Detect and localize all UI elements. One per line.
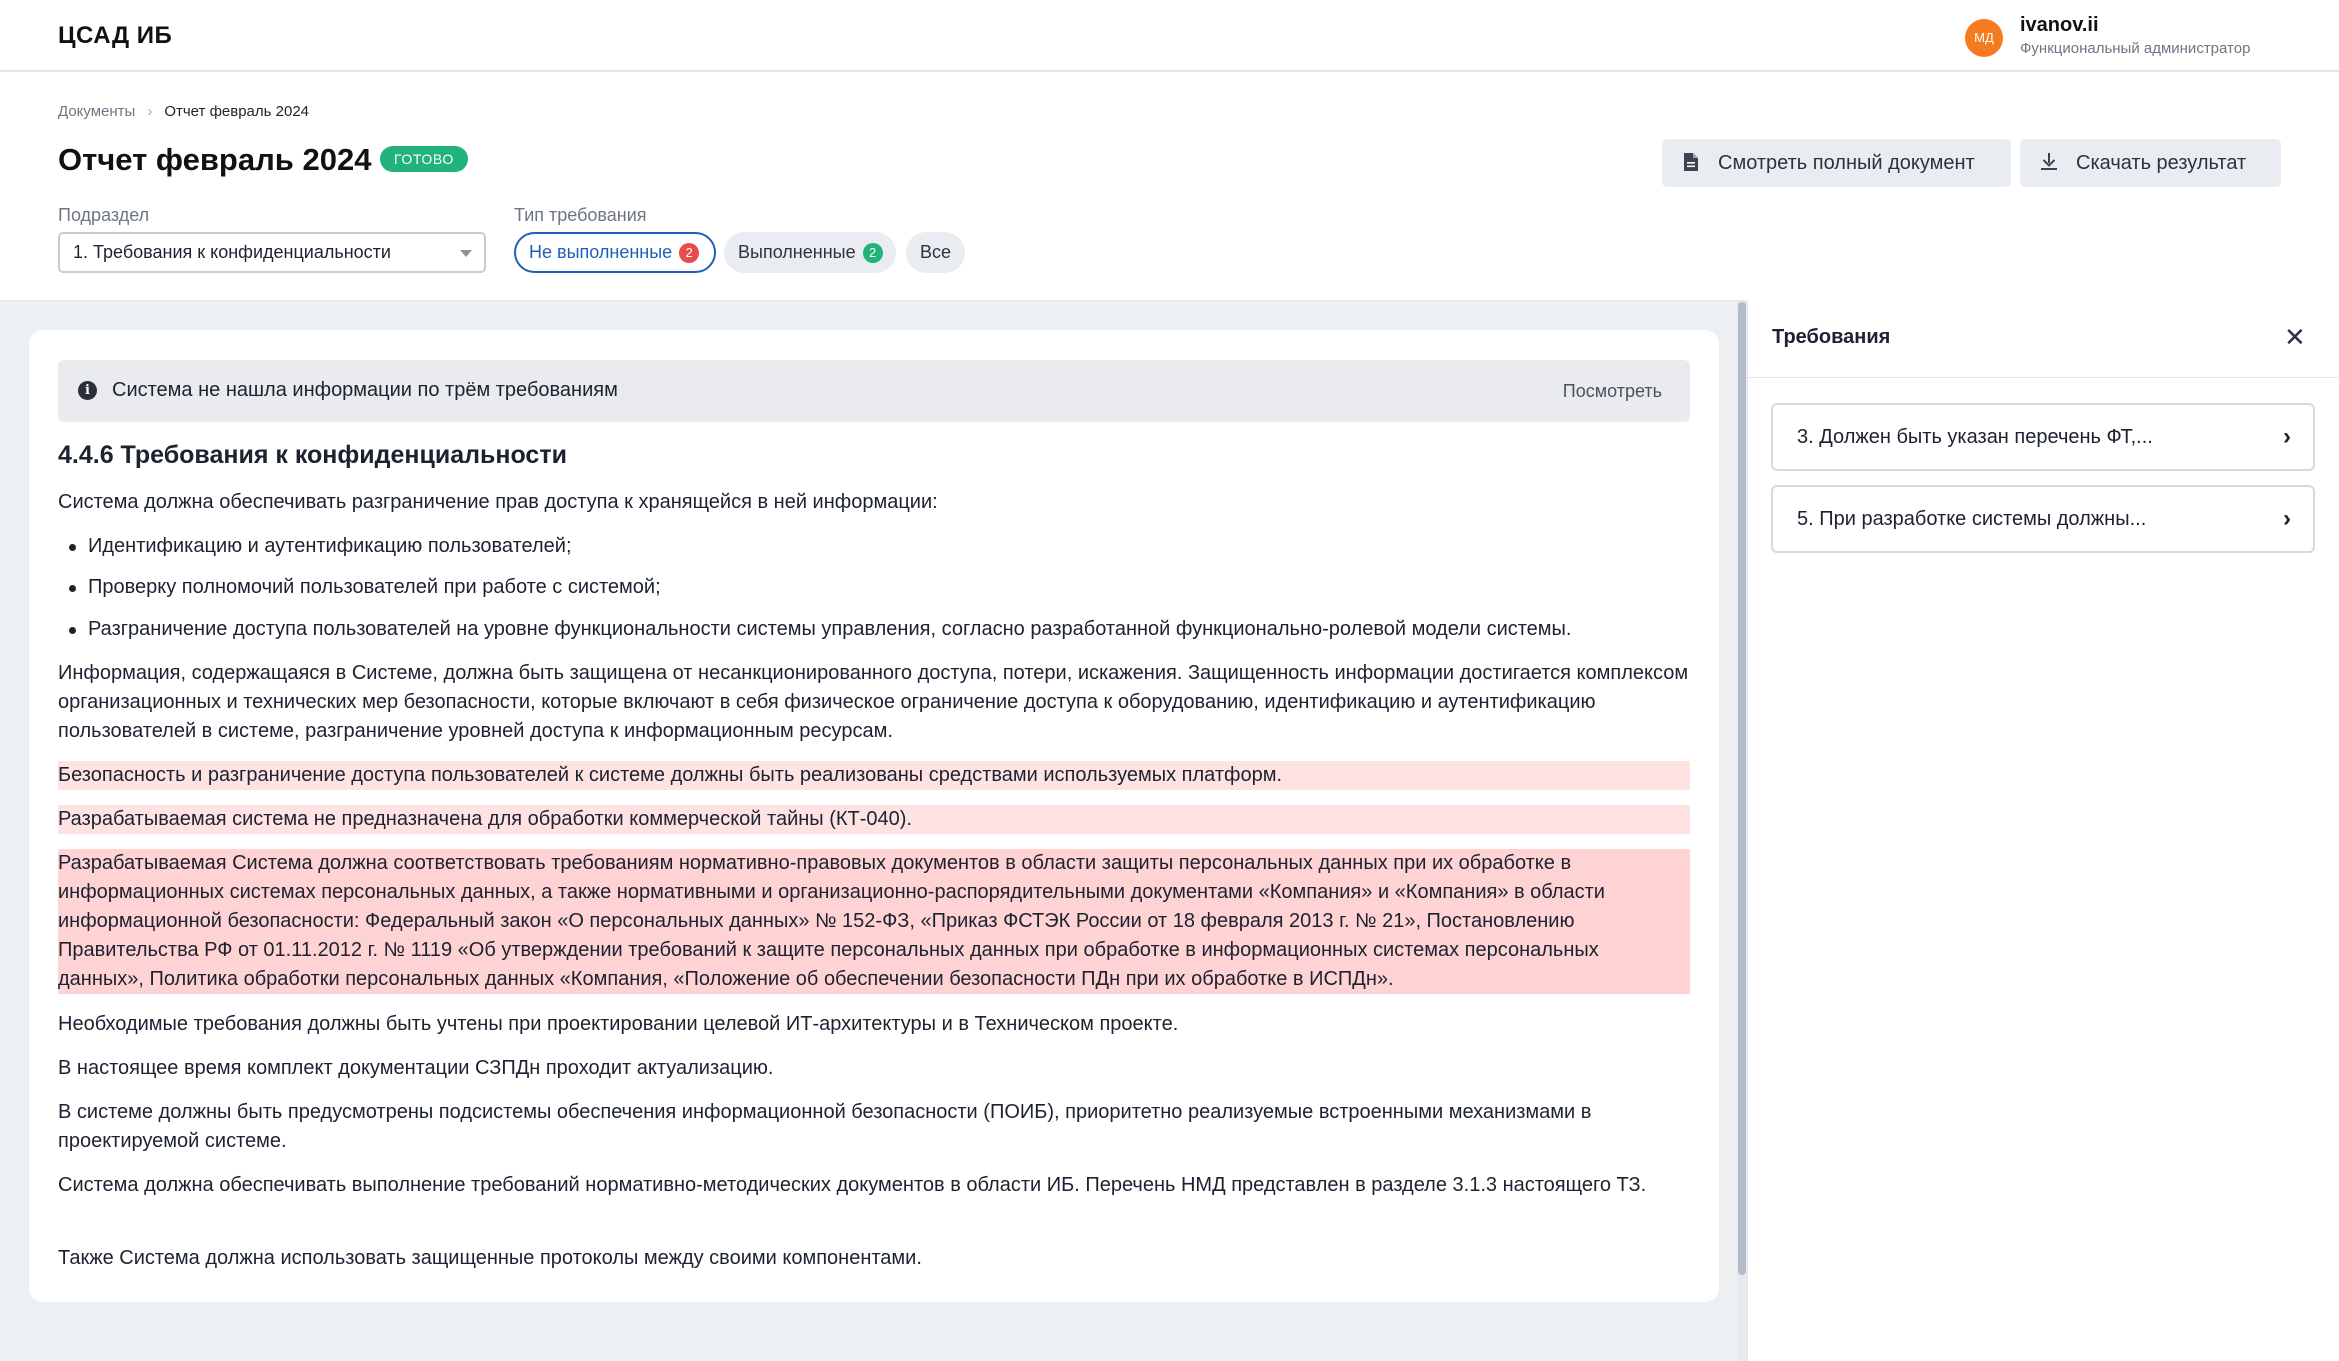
download-icon xyxy=(2038,139,2060,187)
document-icon xyxy=(1680,139,1702,187)
chevron-right-icon: › xyxy=(147,103,153,120)
paragraph: В настоящее время комплект документации СЗПДн проходит актуализацию. xyxy=(58,1057,774,1079)
top-bar xyxy=(0,0,2339,72)
avatar[interactable]: МД xyxy=(1965,19,2003,57)
app-logo[interactable]: ЦСАД ИБ xyxy=(58,22,173,49)
title-row xyxy=(58,142,454,182)
chip-fulfilled-label: Выполненные xyxy=(738,242,856,262)
user-name: ivanov.ii xyxy=(2020,14,2099,36)
chevron-right-icon: › xyxy=(2283,423,2291,450)
subsection-select[interactable] xyxy=(58,232,486,273)
download-result-label: Скачать результат xyxy=(2076,152,2247,174)
paragraph: Также Система должна использовать защищенные протоколы между своими компонентами. xyxy=(58,1247,922,1269)
paragraph: Система должна обеспечивать разграничение прав доступа к хранящейся в ней информации: xyxy=(58,491,938,513)
page-title: Отчет февраль 2024 xyxy=(58,142,372,177)
alert-view-link[interactable]: Посмотреть xyxy=(1562,381,1662,401)
chevron-right-icon: › xyxy=(2283,505,2291,532)
view-full-document-label: Смотреть полный документ xyxy=(1718,152,1975,174)
requirement-item[interactable] xyxy=(1771,403,2315,471)
chip-not-fulfilled-count: 2 xyxy=(679,243,699,263)
chip-all[interactable] xyxy=(906,232,965,273)
paragraph: Информация, содержащаяся в Системе, должна быть защищена от несанкционированного доступа, потери, искажения. Защищенность информации достигается комплексом организационных и технических мер безопасности, которые включают в себя физическое ограничение доступа к оборудованию, идентификацию и аутентификацию пользователей в системе, разграничение уровней доступа к информационным ресурсам. xyxy=(58,662,1689,742)
info-alert xyxy=(58,360,1690,422)
chip-not-fulfilled-label: Не выполненные xyxy=(529,242,673,262)
download-result-button[interactable] xyxy=(2020,139,2281,187)
chip-not-fulfilled[interactable] xyxy=(514,232,716,273)
chip-fulfilled-count: 2 xyxy=(863,243,883,263)
highlighted-paragraph[interactable]: Безопасность и разграничение доступа пользователей к системе должны быть реализованы средствами используемых платформ. xyxy=(58,761,1690,790)
paragraph: В системе должны быть предусмотрены подсистемы обеспечения информационной безопасности (ПОИБ), приоритетно реализуемые встроенными механизмами в проектируемой системе. xyxy=(58,1101,1592,1152)
scrollbar-thumb[interactable] xyxy=(1738,302,1746,1275)
chip-fulfilled[interactable] xyxy=(724,232,896,273)
breadcrumb-current: Отчет февраль 2024 xyxy=(164,103,310,120)
requirement-item-label: 5. При разработке системы должны... xyxy=(1797,508,2147,530)
list-item: Проверку полномочий пользователей при работе с системой; xyxy=(58,573,1690,602)
subsection-value: 1. Требования к конфиденциальности xyxy=(73,242,391,262)
panel-title: Требования xyxy=(1772,326,1891,348)
requirement-item-label: 3. Должен быть указан перечень ФТ,... xyxy=(1797,426,2153,448)
list-item: Идентификацию и аутентификацию пользователей; xyxy=(58,532,1690,561)
requirement-type-label: Тип требования xyxy=(514,205,647,225)
breadcrumb xyxy=(58,103,309,120)
paragraph: Система должна обеспечивать выполнение требований нормативно-методических документов в области ИБ. Перечень НМД представлен в разделе 3.1.3 настоящего ТЗ. xyxy=(58,1174,1647,1196)
chip-all-label: Все xyxy=(919,242,952,262)
requirement-item[interactable] xyxy=(1771,485,2315,553)
breadcrumb-documents-link[interactable]: Документы xyxy=(58,103,136,120)
divider xyxy=(1747,377,2339,378)
close-icon[interactable]: ✕ xyxy=(2284,322,2306,352)
highlighted-paragraph[interactable]: Разрабатываемая система не предназначена для обработки коммерческой тайны (КТ-040). xyxy=(58,805,1690,834)
view-full-document-button[interactable] xyxy=(1662,139,2011,187)
paragraph: Необходимые требования должны быть учтены при проектировании целевой ИТ-архитектуры и в Техническом проекте. xyxy=(58,1013,1179,1035)
chevron-down-icon xyxy=(460,250,472,257)
subsection-label: Подраздел xyxy=(58,205,150,225)
user-role: Функциональный администратор xyxy=(2020,40,2251,57)
highlighted-paragraph[interactable]: Разрабатываемая Система должна соответствовать требованиям нормативно-правовых документов в области защиты персональных данных при их обработке в информационных системах персональных данных, а также нормативными и организационно-распорядительными документами «Компания» и «Компания» в области информационной безопасности: Федеральный закон «О персональных данных» № 152-ФЗ, «Приказ ФСТЭК России от 18 февраля 2013 г. № 21», Постановлению Правительства РФ от 01.11.2012 г. № 1119 «Об утверждении требований к защите персональных данных при обработке в информационных системах персональных данных», Политика обработки персональных данных «Компания, «Положение об обеспечении безопасности ПДн при их обработке в ИСПДн». xyxy=(58,849,1690,994)
list-item: Разграничение доступа пользователей на уровне функциональности системы управления, согласно разработанной функционально-ролевой модели системы. xyxy=(58,615,1690,644)
status-badge: ГОТОВО xyxy=(380,146,468,172)
info-icon: i xyxy=(78,381,97,400)
section-title: 4.4.6 Требования к конфиденциальности xyxy=(58,441,567,469)
alert-message: Система не нашла информации по трём требованиям xyxy=(112,379,618,401)
